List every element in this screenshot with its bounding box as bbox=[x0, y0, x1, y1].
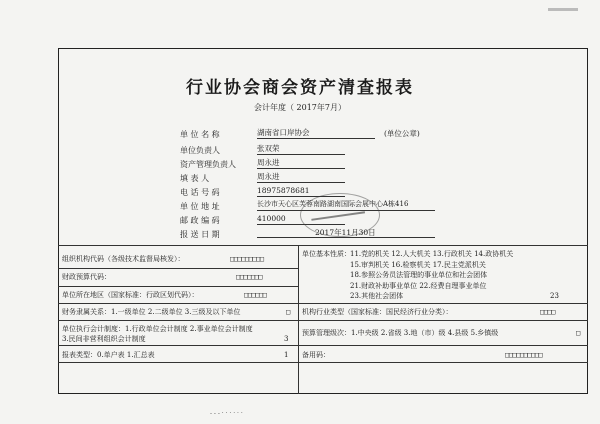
address-label: 单 位 地 址 bbox=[180, 202, 220, 211]
budget-level-label: 预算管理级次：1.中央级 2.省级 3.地（市）级 4.县级 5.乡镇级 bbox=[302, 329, 499, 337]
lower-rule bbox=[58, 345, 588, 346]
region-label: 单位所在地区（国家标准：行政区划代码）： bbox=[62, 291, 199, 299]
bottom-rule bbox=[58, 362, 588, 363]
basic-nature-value: 23 bbox=[550, 292, 559, 300]
asset-manager-value: 周永进 bbox=[257, 157, 345, 169]
remarks-boxes[interactable]: □□□□□□□□□□ bbox=[505, 351, 543, 359]
unit-name-value: 湖南省口岸协会 bbox=[257, 127, 375, 139]
left-rule-1 bbox=[58, 268, 298, 269]
leader-label: 单位负责人 bbox=[180, 146, 220, 155]
accounting-system-label: 单位执行会计制度：1.行政单位会计制度 2.事业单位会计制度 bbox=[62, 325, 253, 333]
filler-value: 周永进 bbox=[257, 171, 345, 183]
basic-nature-option: 11.党的机关 12.人大机关 13.行政机关 14.政协机关 bbox=[350, 250, 514, 258]
address-value: 长沙市天心区芙蓉南路湖南国际会展中心A栋416 bbox=[257, 199, 435, 211]
left-rule-3 bbox=[58, 303, 298, 304]
industry-boxes[interactable]: □□□□ bbox=[540, 308, 555, 316]
leader-value: 张双荣 bbox=[257, 143, 345, 155]
region-boxes[interactable]: □□□□□□ bbox=[244, 291, 267, 299]
official-seal-note: (单位公章) bbox=[384, 129, 420, 138]
table-top-rule bbox=[58, 245, 588, 246]
basic-nature-option: 18.参照公务员法管理的事业单位和社会团体 bbox=[350, 271, 488, 279]
scan-artifact bbox=[548, 8, 578, 11]
phone-label: 电 话 号 码 bbox=[180, 188, 220, 197]
basic-nature-options bbox=[350, 249, 513, 302]
org-code-boxes[interactable]: □□□□□□□□□ bbox=[230, 255, 264, 263]
submit-date-value: 2017年11月30日 bbox=[257, 227, 435, 238]
unit-name-label: 单 位 名 称 bbox=[180, 130, 220, 139]
org-code-label: 组织机构代码（各级技术监督局核发）： bbox=[62, 255, 185, 263]
accounting-system-label-2: 3.民间非营利组织会计制度 bbox=[62, 335, 146, 343]
basic-nature-option: 21.财政补助事业单位 22.经费自理事业单位 bbox=[350, 281, 487, 290]
finance-relation-label: 财务隶属关系：1.一级单位 2.二级单位 3.三级及以下单位 bbox=[62, 308, 241, 316]
mid-rule bbox=[58, 320, 588, 321]
industry-label: 机构行业类型（国家标准：国民经济行业分类）： bbox=[302, 308, 453, 316]
budget-code-label: 财政预算代码： bbox=[62, 273, 111, 281]
basic-nature-option: 15.审判机关 16.检察机关 17.民主党派机关 bbox=[350, 260, 486, 269]
finance-relation-box[interactable]: □ bbox=[286, 308, 290, 316]
budget-level-box[interactable]: □ bbox=[576, 329, 580, 337]
fiscal-year: 会计年度（ 2017年7月） bbox=[254, 103, 346, 112]
accounting-system-value: 3 bbox=[284, 335, 289, 343]
report-type-label: 报表类型：0.单户表 1.汇总表 bbox=[62, 351, 155, 359]
report-type-value: 1 bbox=[284, 351, 289, 359]
basic-nature-option: 23.其他社会团体 bbox=[350, 292, 404, 300]
scan-footer-marks: - - - · · · · · · bbox=[210, 410, 243, 417]
postcode-value: 410000 bbox=[257, 213, 345, 225]
asset-manager-label: 资产管理负责人 bbox=[180, 160, 236, 169]
remarks-label: 备用码： bbox=[302, 351, 330, 359]
page-title: 行业协会商会资产清查报表 bbox=[186, 78, 414, 98]
right-rule bbox=[298, 303, 588, 304]
filler-label: 填 表 人 bbox=[180, 174, 210, 183]
submit-date-label: 报 送 日 期 bbox=[180, 230, 220, 239]
budget-code-boxes[interactable]: □□□□□□□ bbox=[236, 273, 263, 281]
basic-nature-label: 单位基本性质： bbox=[302, 250, 351, 258]
phone-value: 18975878681 bbox=[257, 185, 345, 197]
postcode-label: 邮 政 编 码 bbox=[180, 216, 220, 225]
left-rule-2 bbox=[58, 286, 298, 287]
